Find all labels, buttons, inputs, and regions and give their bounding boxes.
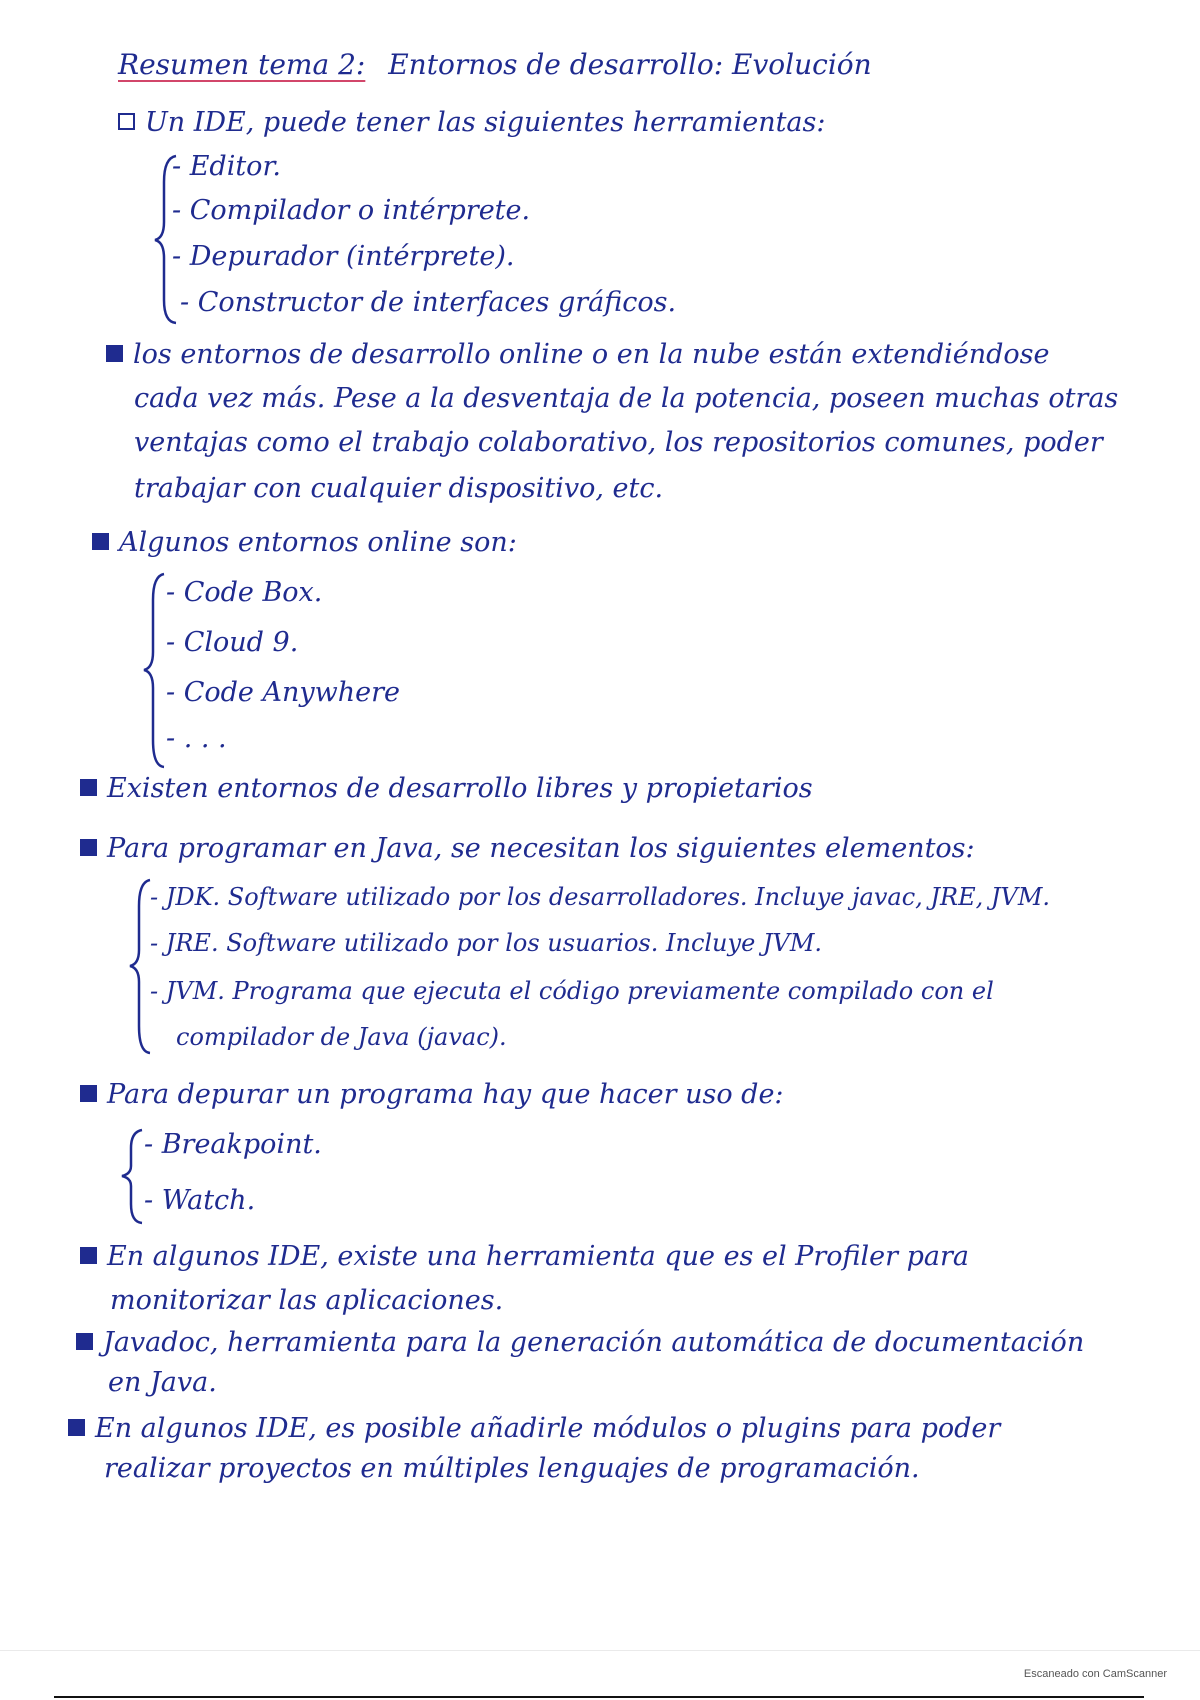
section-text: Un IDE, puede tener las siguientes herramientas: <box>145 107 826 138</box>
paragraph-line: trabajar con cualquier dispositivo, etc. <box>134 473 664 504</box>
checkbox-bullet-icon <box>80 839 97 856</box>
paragraph-line: cada vez más. Pese a la desventaja de la potencia, poseen muchas otras <box>134 383 1119 414</box>
page-title <box>118 48 872 81</box>
bottom-rule <box>54 1696 1144 1698</box>
list-item: - Constructor de interfaces gráficos. <box>180 287 677 318</box>
section-java: Para programar en Java, se necesitan los siguientes elementos: <box>80 832 975 866</box>
list-item: - Breakpoint. <box>144 1129 322 1160</box>
paragraph-line: ventajas como el trabajo colaborativo, los repositorios comunes, poder <box>134 427 1103 458</box>
section-online-list: Algunos entornos online son: <box>92 526 517 560</box>
section-ide-tools <box>118 106 825 140</box>
checkbox-bullet-icon <box>80 779 97 796</box>
scan-edge-divider <box>0 1650 1200 1651</box>
checkbox-bullet-icon <box>68 1419 85 1436</box>
list-item-jre: - JRE. Software utilizado por los usuarios. Incluye JVM. <box>150 929 823 957</box>
list-item-jvm: - JVM. Programa que ejecuta el código previamente compilado con el <box>150 977 994 1005</box>
title-prefix: Resumen tema 2: <box>118 48 366 81</box>
section-profiler: En algunos IDE, existe una herramienta que es el Profiler para <box>80 1240 969 1274</box>
list-item: - Editor. <box>172 151 281 182</box>
checkbox-bullet-icon <box>106 345 123 362</box>
checkbox-bullet-icon <box>76 1333 93 1350</box>
checkbox-bullet-icon <box>118 113 135 130</box>
section-free-proprietary: Existen entornos de desarrollo libres y propietarios <box>80 772 813 806</box>
section-online: los entornos de desarrollo online o en la nube están extendiéndose <box>106 338 1049 372</box>
paragraph-line: realizar proyectos en múltiples lenguajes de programación. <box>104 1453 920 1484</box>
section-javadoc: Javadoc, herramienta para la generación automática de documentación <box>76 1326 1084 1360</box>
section-debug: Para depurar un programa hay que hacer uso de: <box>80 1078 784 1112</box>
scanner-watermark: Escaneado con CamScanner <box>1023 1668 1167 1680</box>
list-item: - Depurador (intérprete). <box>172 241 515 272</box>
list-item-continuation: compilador de Java (javac). <box>176 1023 507 1051</box>
list-item: - Code Anywhere <box>166 677 400 708</box>
list-item: - Cloud 9. <box>166 627 299 658</box>
paragraph-line: monitorizar las aplicaciones. <box>110 1285 504 1316</box>
checkbox-bullet-icon <box>80 1085 97 1102</box>
list-item-jdk: - JDK. Software utilizado por los desarrolladores. Incluye javac, JRE, JVM. <box>150 883 1051 911</box>
title-main: Entornos de desarrollo: Evolución <box>388 48 872 81</box>
list-item: - . . . <box>166 723 227 754</box>
list-item: - Code Box. <box>166 577 323 608</box>
section-plugins: En algunos IDE, es posible añadirle módulos o plugins para poder <box>68 1412 1000 1446</box>
checkbox-bullet-icon <box>92 533 109 550</box>
paragraph-line: en Java. <box>108 1367 217 1398</box>
checkbox-bullet-icon <box>80 1247 97 1264</box>
list-item: - Compilador o intérprete. <box>172 195 531 226</box>
list-item: - Watch. <box>144 1185 256 1216</box>
